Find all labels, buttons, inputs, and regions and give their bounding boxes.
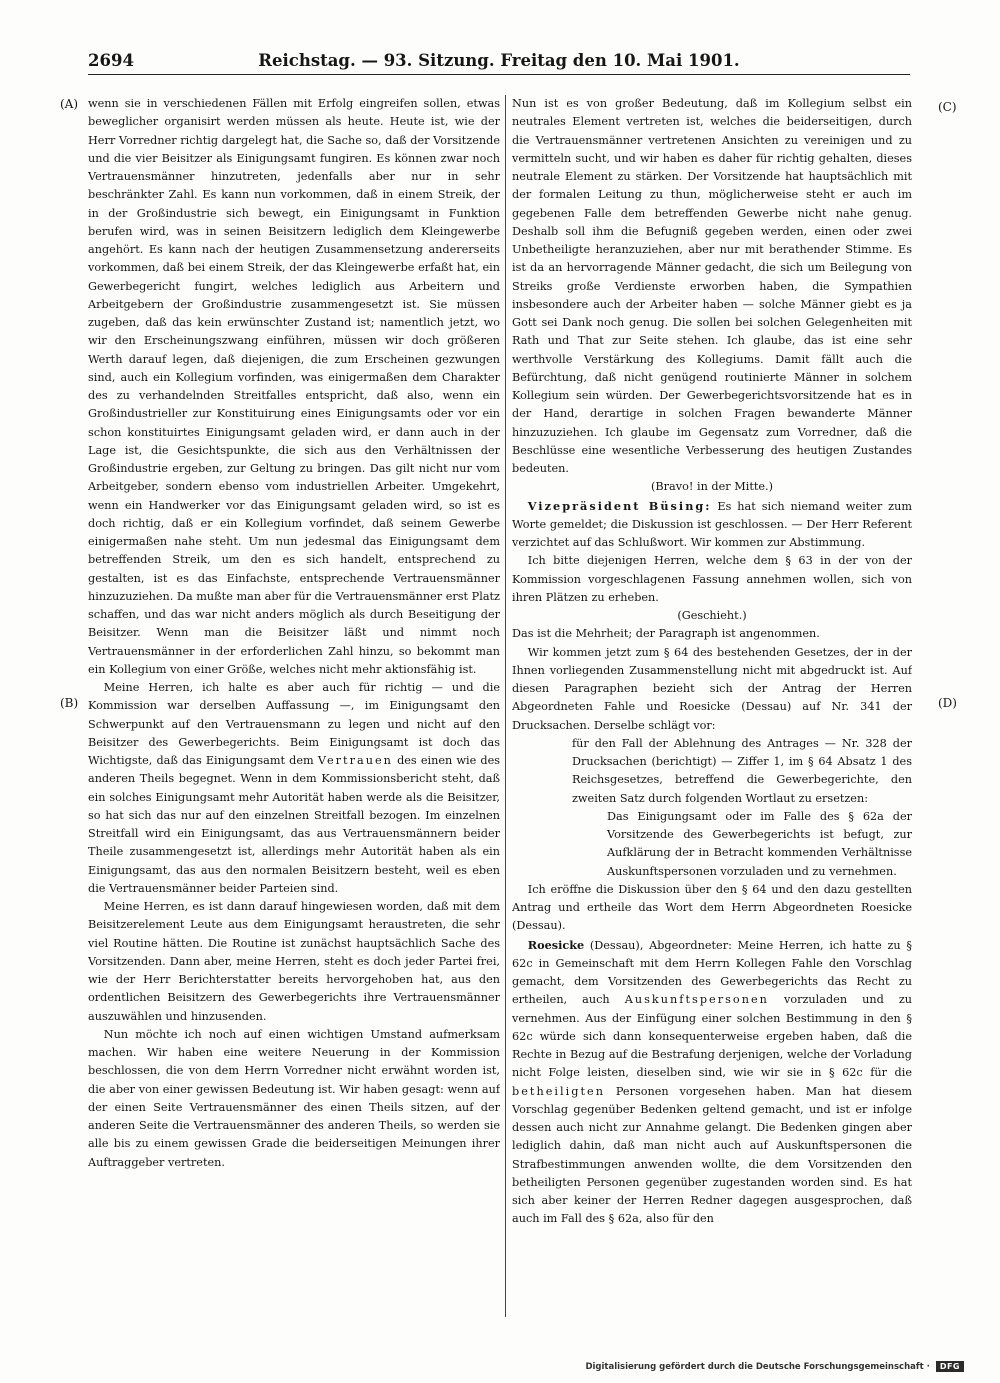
digitization-footer — [585, 1361, 964, 1372]
paragraph: wenn sie in verschiedenen Fällen mit Erfolg eingreifen sollen, etwas beweglicher organisirt werden müssen als heute. Heute ist, wie der Herr Vorredner richtig dargelegt hat, die Sache so, daß der Vorsitzende und die vier Beisitzer als Einigungsamt fungiren. Es können zwar noch Vertrauensmänner hinzutreten, jedenfalls aber nur in sehr beschränkter Zahl. Es kann nun vorkommen, daß in einem Streik, der in der Großindustrie sich bewegt, ein Einigungsamt in Funktion berufen wird, was in seinen Beisitzern lediglich dem Kleingewerbe angehört. Es kann nach der heutigen Zusammensetzung andererseits vorkommen, daß bei einem Streik, der das Kleingewerbe erfaßt hat, ein Gewerbegericht fungirt, welches lediglich aus Arbeitern und Arbeitgebern der Großindustrie zusammengesetzt ist. Sie müssen zugeben, daß das kein erwünschter Zustand ist; namentlich jetzt, wo wir den Erscheinungszwang einführen, müssen wir doch größeren Werth darauf legen, daß diejenigen, die zum Erscheinen gezwungen sind, auch ein Kollegium vorfinden, was einigermaßen dem Charakter des zu verhandelnden Streitfalles entspricht, daß also, wenn ein Großindustrieller zur Konstituirung eines Einigungsamts oder vor ein schon konstituirtes Einigungsamt geladen wird, er dann auch in der Lage ist, die Gesichtspunkte, die sich aus den Verhältnissen der Großindustrie ergeben, zur Geltung zu bringen. Das gilt nicht nur vom Arbeitgeber, sondern ebenso vom industriellen Arbeiter. Umgekehrt, wenn ein Handwerker vor das Einigungsamt geladen wird, so ist es doch richtig, daß er ein Kollegium vorfindet, daß seinem Gewerbe einigermaßen nahe steht. Um nun jedesmal das Einigungsamt dem betreffenden Streik, um den es sich handelt, entsprechend zu gestalten, ist es das Einfachste, entsprechende Vertrauensmänner hinzuzuziehen. Da mußte man aber für die Vertrauensmänner erst Platz schaffen, und das war nicht anders möglich als durch Beseitigung der Beisitzer. Wenn man die Beisitzer läßt und nimmt noch Vertrauensmänner in der erforderlichen Zahl hinzu, so bekommt man ein Kollegium von einer Größe, welches nicht mehr aktionsfähig ist. — [88, 97, 500, 676]
emphasized-word: Auskunftspersonen — [624, 993, 769, 1007]
paragraph — [88, 679, 500, 898]
motion-quote-wording: Das Einigungsamt oder im Falle des § 62a der Vorsitzende des Gewerbegerichts ist befugt, zur Aufklärung der in Betracht kommenden Verhältnisse Auskunftspersonen vorzuladen und zu vernehmen. — [607, 809, 912, 878]
emphasized-word: betheiligten — [512, 1084, 606, 1098]
text-run: Personen vorgesehen haben. Man hat diesem Vorschlag gegenüber Bedenken geltend gemacht, und ist er infolge dessen auch nicht zur Annahme gelangt. Die Bedenken gingen aber lediglich dahin, daß man nicht auch auf Auskunftspersonen die Strafbestimmungen anwenden wollte, die dem Vorsitzenden den betheiligten Personen gegenüber zugestanden worden sind. Es hat sich aber keiner der Herren Redner dagegen ausgesprochen, daß auch im Fall des § 62a, also für den — [512, 1084, 912, 1226]
paragraph: Ich bitte diejenigen Herren, welche dem § 63 in der von der Kommission vorgeschlagenen Fassung annehmen wollen, sich von ihren Plätzen zu erheben. — [512, 554, 912, 604]
footer-text: Digitalisierung gefördert durch die Deutsche Forschungsgemeinschaft · — [585, 1361, 930, 1372]
emphasized-word: Vertrauen — [317, 754, 393, 767]
interjection: (Geschieht.) — [677, 609, 747, 622]
paragraph — [512, 497, 912, 553]
paragraph: Nun möchte ich noch auf einen wichtigen Umstand aufmerksam machen. Wir haben eine weitere Neuerung in der Kommission beschlossen, die von dem Herrn Vorredner nicht erwähnt worden ist, die aber von einer gewissen Bedeutung ist. Wir haben gesagt: wenn auf der einen Seite Vertrauensmänner des einen Theils sitzen, auf der anderen Seite die Vertrauensmänner des anderen Theils, so werden sie alle bis zu einem gewissen Grade die beiderseitigen Meinungen ihrer Auftraggeber vertreten. — [88, 1027, 500, 1169]
left-column — [88, 95, 500, 1317]
margin-marker-d: (D) — [938, 696, 957, 710]
margin-marker-a: (A) — [60, 97, 79, 111]
interjection: (Bravo! in der Mitte.) — [651, 480, 773, 494]
motion-quote: für den Fall der Ablehnung des Antrages — Nr. 328 der Drucksachen (berichtigt) — Ziffer 1, im § 64 Absatz 1 des Reichsgesetzes, betreffend die Gewerbegerichte, den zweiten Satz durch folgenden Wortlaut zu ersetzen: — [572, 736, 912, 805]
text-run: vorzuladen und zu vernehmen. Aus der Einfügung einer solchen Bestimmung in den § 62c würde sich dann konsequenterweise ergeben haben, daß die Rechte in Bezug auf die Bestrafung derjenigen, welche der Vorladung nicht Folge leisten, dieselben sind, wie wir sie in § 62c für die — [512, 993, 912, 1080]
column-divider — [505, 95, 506, 1317]
text-run: des einen wie des anderen Theils begegnet. Wenn in dem Kommissionsbericht steht, daß ein solches Einigungsamt mehr Autorität haben werde als die Beisitzer, so hat sich das nur auf den einzelnen Streitfall bezogen. Im einzelnen Streitfall wird ein Einigungsamt, das aus Vertrauensmännern beider Theile zusammengesetzt ist, allerdings mehr Autorität haben als ein Einigungsamt, das aus den normalen Beisitzern besteht, weil es eben die Vertrauensmänner beider Parteien sind. — [88, 754, 500, 895]
text-run: Meine Herren, ich halte es aber auch für richtig — und die Kommission war derselben Auffassung —, im Einigungsamt den Schwerpunkt auf den Vertrauensmann zu legen und nicht auf den Beisitzer des Gewerbegerichts. Beim Einigungsamt ist doch das Wichtigste, daß das Einigungsamt dem — [88, 681, 500, 767]
right-column — [512, 95, 912, 1317]
margin-marker-c: (C) — [938, 100, 957, 114]
paragraph — [512, 936, 912, 1229]
margin-marker-b: (B) — [60, 696, 79, 710]
paragraph: Ich eröffne die Diskussion über den § 64 und den dazu gestellten Antrag und ertheile das Wort dem Herrn Abgeordneten Roesicke (Dessau). — [512, 882, 912, 933]
dfg-logo: DFG — [936, 1361, 964, 1372]
paragraph: Nun ist es von großer Bedeutung, daß im Kollegium selbst ein neutrales Element vertreten ist, welches die beiderseitigen, durch die Vertrauensmänner vertretenen Ansichten zu vereinigen und zu vermitteln sucht, und wir haben es daher für richtig gehalten, dieses neutrale Element zu stärken. Der Vorsitzende hat hauptsächlich mit der formalen Leitung zu thun, möglicherweise steht er auch im gegebenen Falle dem betreffenden Gewerbe nicht nahe genug. Deshalb soll ihm die Befugniß gegeben werden, einen oder zwei Unbetheiligte heranzuziehen, aber nur mit berathender Stimme. Es ist da an hervorragende Männer gedacht, die sich um Beilegung von Streiks große Verdienste erworben haben, die Sympathien insbesondere auch der Arbeiter haben — solche Männer giebt es ja Gott sei Dank noch genug. Die sollen bei solchen Gelegenheiten mit Rath und That zur Seite stehen. Ich glaube, das ist eine sehr werthvolle Verstärkung des Kollegiums. Damit fällt auch die Befürchtung, daß nicht genügend routinierte Männer in solchem Kollegium sein würden. Der Gewerbegerichtsvorsitzende hat es in der Hand, derartige in solchen Fragen bewanderte Männer hinzuzuziehen. Ich glaube im Gegensatz zum Vorredner, daß die Beschlüsse eine wesentliche Verbesserung des heutigen Zustandes bedeuten. — [512, 97, 912, 475]
text-run: (Dessau), Abgeordneter: Meine Herren, ich hatte zu § 62c in Gemeinschaft mit dem Herrn Kollegen Fahle den Vorschlag gemacht, dem Vorsitzenden des Gewerbegerichts das Recht zu ertheilen, auch — [512, 938, 912, 1007]
paragraph: Meine Herren, es ist dann darauf hingewiesen worden, daß mit dem Beisitzerelement Leute aus dem Einigungsamt heraustreten, die sehr viel Routine hätten. Die Routine ist zunächst hauptsächlich Sache des Vorsitzenden. Dann aber, meine Herren, steht es doch jeder Partei frei, wie der Herr Berichterstatter bereits hervorgehoben hat, aus den ordentlichen Beisitzern des Gewerbegerichts ihre Vertrauensmänner auszuwählen und hinzusenden. — [88, 900, 500, 1023]
speaker-name: Roesicke — [527, 937, 585, 952]
page-number: 2694 — [88, 51, 134, 70]
paragraph: Das ist die Mehrheit; der Paragraph ist angenommen. — [512, 627, 820, 641]
text-run: Es hat sich niemand weiter zum Worte gemeldet; die Diskussion ist geschlossen. — Der Herr Referent verzichtet auf das Schlußwort. Wir kommen zur Abstimmung. — [512, 499, 912, 549]
speaker-name: Vizepräsident Büsing: — [527, 498, 712, 513]
running-title: Reichstag. — 93. Sitzung. Freitag den 10. Mai 1901. — [258, 51, 740, 70]
paragraph: Wir kommen jetzt zum § 64 des bestehenden Gesetzes, der in der Ihnen vorliegenden Zusammenstellung nicht mit abgedruckt ist. Auf diesen Paragraphen bezieht sich der Antrag der Herren Abgeordneten Fahle und Roesicke (Dessau) auf Nr. 341 der Drucksachen. Derselbe schlägt vor: — [512, 645, 912, 732]
page-header — [88, 48, 910, 75]
